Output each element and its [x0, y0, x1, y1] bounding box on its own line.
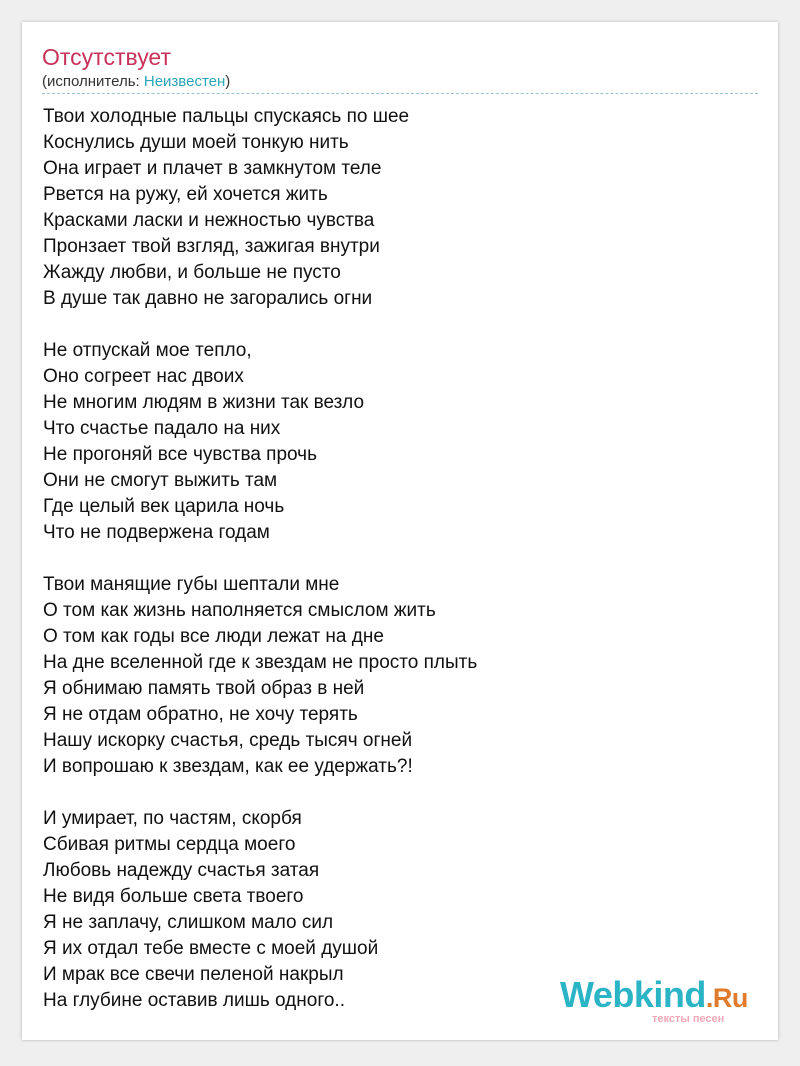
lyric-line: Что не подвержена годам	[43, 522, 270, 543]
logo-word: Webkind	[560, 974, 706, 1015]
logo-wordmark	[560, 975, 748, 1018]
song-title: Отсутствует	[42, 44, 171, 70]
lyric-line: Где целый век царила ночь	[43, 496, 285, 517]
lyric-line: На глубине оставив лишь одного..	[43, 990, 345, 1011]
lyric-line: Твои манящие губы шептали мне	[43, 574, 340, 595]
artist-line	[42, 73, 230, 91]
lyric-line: О том как жизнь наполняется смыслом жить	[43, 600, 436, 621]
lyric-line: Любовь надежду счастья затая	[43, 860, 320, 881]
lyric-line: И мрак все свечи пеленой накрыл	[43, 964, 344, 985]
logo-suffix: .Ru	[705, 983, 748, 1013]
artist-link[interactable]: Неизвестен	[143, 73, 226, 90]
lyric-line: Не многим людям в жизни так везло	[43, 392, 365, 413]
lyric-line: Не видя больше света твоего	[43, 886, 304, 907]
lyric-line: Твои холодные пальцы спускаясь по шее	[43, 106, 410, 127]
lyric-line: Нашу искорку счастья, средь тысяч огней	[43, 730, 413, 751]
title-divider	[42, 93, 758, 94]
webkind-logo	[560, 975, 760, 1025]
lyric-line: В душе так давно не загорались огни	[43, 288, 373, 309]
lyric-line: Жажду любви, и больше не пусто	[43, 262, 341, 283]
artist-prefix: (исполнитель:	[42, 73, 144, 90]
lyric-line: Рвется на ружу, ей хочется жить	[43, 184, 328, 205]
lyric-line: Что счастье падало на них	[43, 418, 281, 439]
lyrics-page	[22, 22, 778, 1040]
lyric-line: Они не смогут выжить там	[43, 470, 278, 491]
lyric-line: Я их отдал тебе вместе с моей душой	[43, 938, 379, 959]
lyric-line: Пронзает твой взгляд, зажигая внутри	[43, 236, 380, 257]
lyric-line: О том как годы все люди лежат на дне	[43, 626, 384, 647]
lyric-line: Я обнимаю память твой образ в ней	[43, 678, 365, 699]
lyric-line: И вопрошаю к звездам, как ее удержать?!	[43, 756, 413, 777]
lyric-line: И умирает, по частям, скорбя	[43, 808, 302, 829]
stanza	[43, 338, 477, 546]
artist-suffix: )	[225, 73, 231, 90]
lyric-line: Не прогоняй все чувства прочь	[43, 444, 317, 465]
lyric-line: Я не отдам обратно, не хочу терять	[43, 704, 358, 725]
stanza	[43, 572, 477, 780]
lyric-line: Оно согреет нас двоих	[43, 366, 244, 387]
lyric-line: Она играет и плачет в замкнутом теле	[43, 158, 382, 179]
lyrics-body	[43, 104, 477, 1040]
lyric-line: Красками ласки и нежностью чувства	[43, 210, 375, 231]
lyric-line: Сбивая ритмы сердца моего	[43, 834, 296, 855]
logo-subtitle: тексты песен	[652, 1013, 725, 1025]
stanza	[43, 806, 477, 1014]
lyric-line: Не отпускай мое тепло,	[43, 340, 252, 361]
lyric-line: На дне вселенной где к звездам не просто плыть	[43, 652, 478, 673]
lyric-line: Коснулись души моей тонкую нить	[43, 132, 349, 153]
stanza	[43, 104, 477, 312]
lyric-line: Я не заплачу, слишком мало сил	[43, 912, 334, 933]
